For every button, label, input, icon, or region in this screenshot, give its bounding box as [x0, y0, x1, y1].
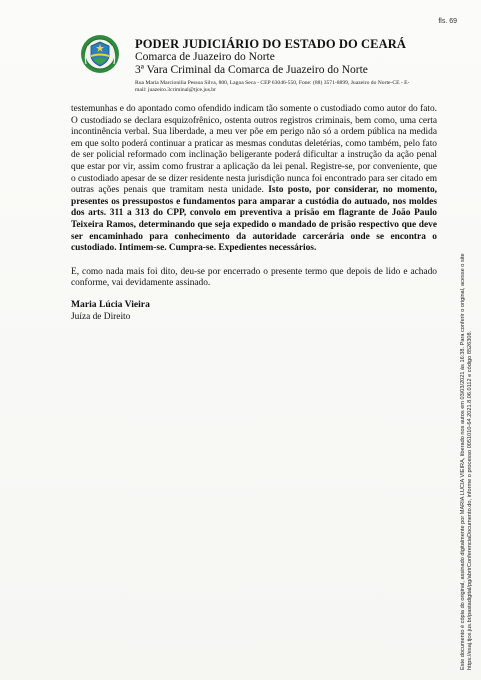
court-address: Rua Maria Marcionilia Pessoa Silva, 800, Lagoa Seca - CEP 63046-550, Fone: (88) 3571-8899, Juazeiro do Norte-CE - E-mail: juazeiro.3criminal@tjce.jus.br — [135, 80, 410, 93]
decision-text — [71, 104, 437, 290]
state-coat-of-arms-icon — [80, 34, 120, 74]
signature-block — [71, 299, 150, 323]
court-title: PODER JUDICIÁRIO DO ESTADO DO CEARÁ — [135, 37, 406, 51]
page-number: fls. 69 — [438, 18, 457, 25]
signer-role: Juíza de Direito — [71, 312, 131, 322]
paragraph-2: E, como nada mais foi dito, deu-se por encerrado o presente termo que depois de lido e achado conforme, vai devidamente assinado. — [71, 266, 437, 289]
court-name: 3ª Vara Criminal da Comarca de Juazeiro do Norte — [135, 64, 368, 76]
paragraph-1-text: testemunhas e do apontado como ofendido indicam tão somente o custodiado como autor do fato. O custodiado se declara esquizofrênico, ostenta outros registros criminais, bem como, uma certa incontinência verbal. Sua liberdade, a meu ver põe em perigo não só a ordem pública na medida em que solto poderá continuar a praticar as mesmas condutas deletérias, como também, pelo fato de ser policial reformado com inclinação beligerante poderá dificultar a instrução da ação penal que estar por vir, assim como frustrar a aplicação da lei penal. Registre-se, por conveniente, que o custodiado apesar de se dizer residente nesta jurisdição nunca foi encontrado para ser citado em outras ações penais que tramitam nesta unidade. — [71, 104, 437, 196]
paragraph-1-ruling: Isto posto, por considerar, no momento, presentes os pressupostos e fundamentos para amparar a custódia do autuado, nos moldes dos arts. 311 a 313 do CPP, convolo em preventiva a prisão em flagrante de João Paulo Teixeira Ramos, determinando que seja expedido o mandado de prisão respectivo que deve ser encaminhado para conhecimento da autoridade carcerária onde se encontra o custodiado. Intimem-se. Cumpra-se. Expedientes necessários. — [71, 185, 437, 254]
paragraph-1 — [71, 104, 437, 255]
digital-signature-note: Este documento é cópia do original, assinado digitalmente por MARIA LUCIA VIEIRA, liberado nos autos em 03/03/2021 às 16:38. Para conferir o original, acesse o site https://esaj.tjce.jus.br/pastadigital/pg/abrirConferenciaDocumento.do, informe o processo 0051010-64.2021.8.06.0112 e código 8526308. — [460, 253, 473, 670]
comarca-name: Comarca de Juazeiro do Norte — [135, 51, 275, 63]
signer-name: Maria Lúcia Vieira — [71, 299, 150, 310]
letterhead — [135, 37, 420, 94]
